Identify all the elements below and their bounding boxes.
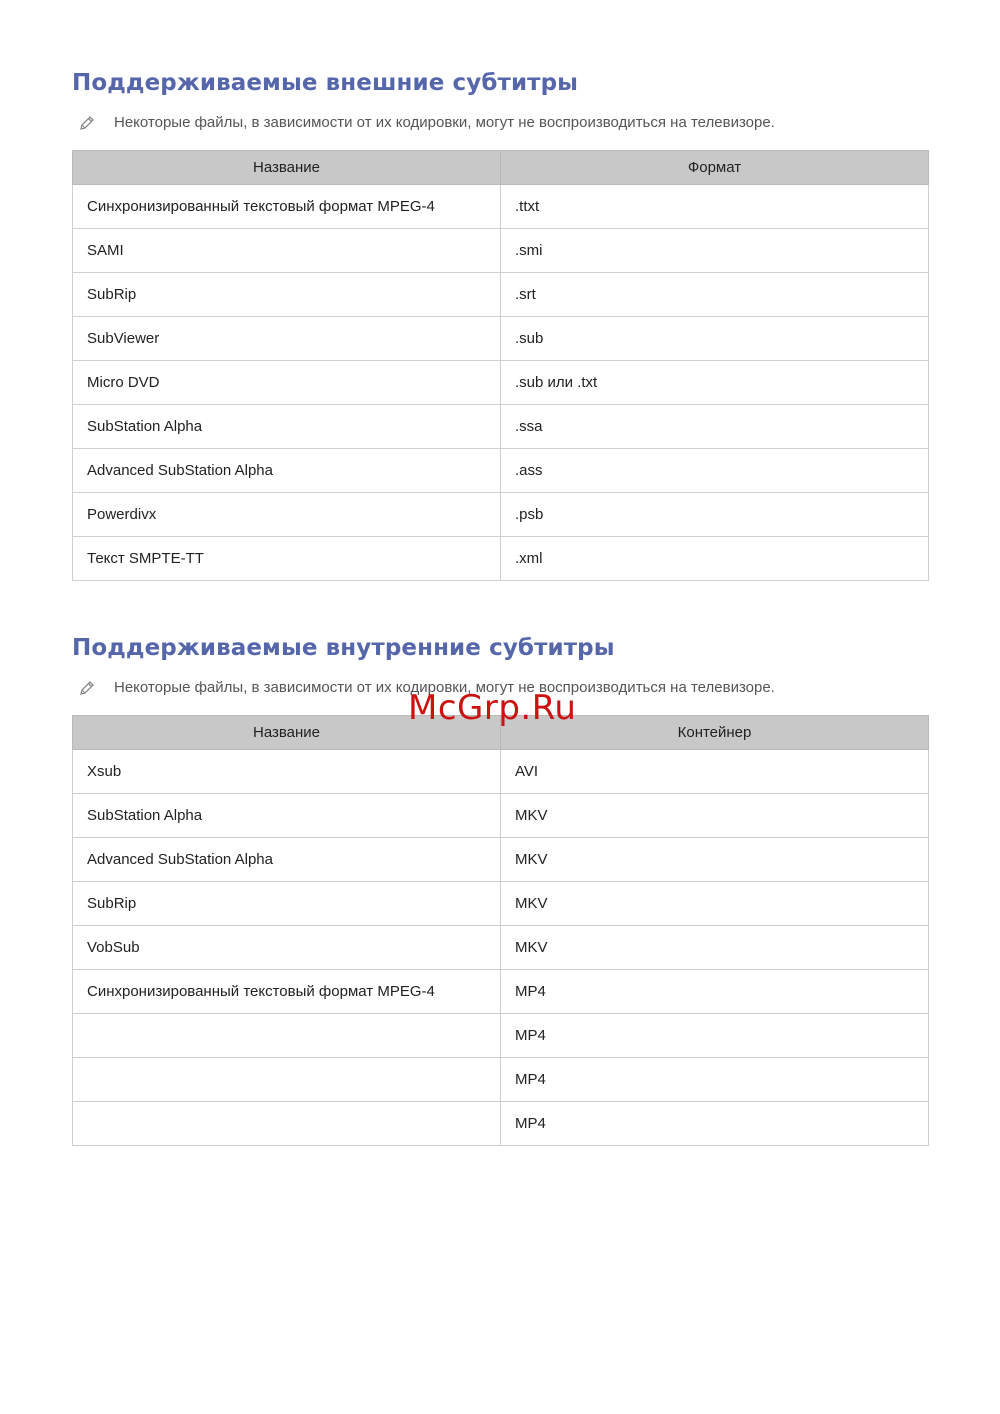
column-header-container: Контейнер <box>501 716 929 750</box>
internal-subtitles-table <box>72 715 929 1146</box>
pencil-icon <box>78 114 96 132</box>
cell-format: .sub или .txt <box>501 361 929 405</box>
cell-container: MP4 <box>501 970 929 1014</box>
cell-name: SubStation Alpha <box>73 794 501 838</box>
cell-format: .ssa <box>501 405 929 449</box>
watermark: McGrp.Ru <box>408 688 577 728</box>
table-row <box>73 1102 929 1146</box>
column-header-format: Формат <box>501 151 929 185</box>
column-header-name: Название <box>73 151 501 185</box>
cell-name: SAMI <box>73 229 501 273</box>
cell-name <box>73 1014 501 1058</box>
table-row <box>73 750 929 794</box>
cell-format: .smi <box>501 229 929 273</box>
pencil-icon <box>78 679 96 697</box>
cell-name: Powerdivx <box>73 493 501 537</box>
cell-name: SubRip <box>73 882 501 926</box>
cell-container: MKV <box>501 794 929 838</box>
cell-name: SubViewer <box>73 317 501 361</box>
table-row <box>73 361 929 405</box>
column-header-name: Название <box>73 716 501 750</box>
table-row <box>73 537 929 581</box>
table-row <box>73 449 929 493</box>
cell-container: AVI <box>501 750 929 794</box>
table-row <box>73 838 929 882</box>
cell-container: MKV <box>501 926 929 970</box>
table-row <box>73 882 929 926</box>
cell-name: SubRip <box>73 273 501 317</box>
table-row <box>73 317 929 361</box>
cell-container: MP4 <box>501 1058 929 1102</box>
cell-name <box>73 1058 501 1102</box>
table-row <box>73 493 929 537</box>
cell-name <box>73 1102 501 1146</box>
cell-format: .ass <box>501 449 929 493</box>
external-subtitles-table <box>72 150 929 581</box>
external-subtitles-section <box>72 68 928 581</box>
table-row <box>73 794 929 838</box>
table-row <box>73 926 929 970</box>
table-row <box>73 1058 929 1102</box>
cell-format: .ttxt <box>501 185 929 229</box>
table-row <box>73 273 929 317</box>
cell-container: MP4 <box>501 1102 929 1146</box>
cell-name: Advanced SubStation Alpha <box>73 838 501 882</box>
external-note <box>72 112 928 134</box>
cell-name: Advanced SubStation Alpha <box>73 449 501 493</box>
table-row <box>73 405 929 449</box>
cell-name: Текст SMPTE-TT <box>73 537 501 581</box>
cell-name: Xsub <box>73 750 501 794</box>
cell-container: MP4 <box>501 1014 929 1058</box>
table-row <box>73 185 929 229</box>
table-row <box>73 229 929 273</box>
table-row <box>73 1014 929 1058</box>
internal-subtitles-title: Поддерживаемые внутренние субтитры <box>72 635 615 661</box>
cell-name: VobSub <box>73 926 501 970</box>
cell-format: .srt <box>501 273 929 317</box>
cell-format: .sub <box>501 317 929 361</box>
table-row <box>73 970 929 1014</box>
cell-name: SubStation Alpha <box>73 405 501 449</box>
external-subtitles-title: Поддерживаемые внешние субтитры <box>72 70 579 96</box>
cell-container: MKV <box>501 838 929 882</box>
cell-format: .xml <box>501 537 929 581</box>
cell-container: MKV <box>501 882 929 926</box>
cell-name: Синхронизированный текстовый формат MPEG-4 <box>73 970 501 1014</box>
internal-note-text: Некоторые файлы, в зависимости от их кодировки, могут не воспроизводиться на телевизоре. <box>114 679 775 696</box>
external-note-text: Некоторые файлы, в зависимости от их кодировки, могут не воспроизводиться на телевизоре. <box>114 114 775 131</box>
table-header-row <box>73 151 929 185</box>
cell-format: .psb <box>501 493 929 537</box>
cell-name: Micro DVD <box>73 361 501 405</box>
cell-name: Синхронизированный текстовый формат MPEG-4 <box>73 185 501 229</box>
